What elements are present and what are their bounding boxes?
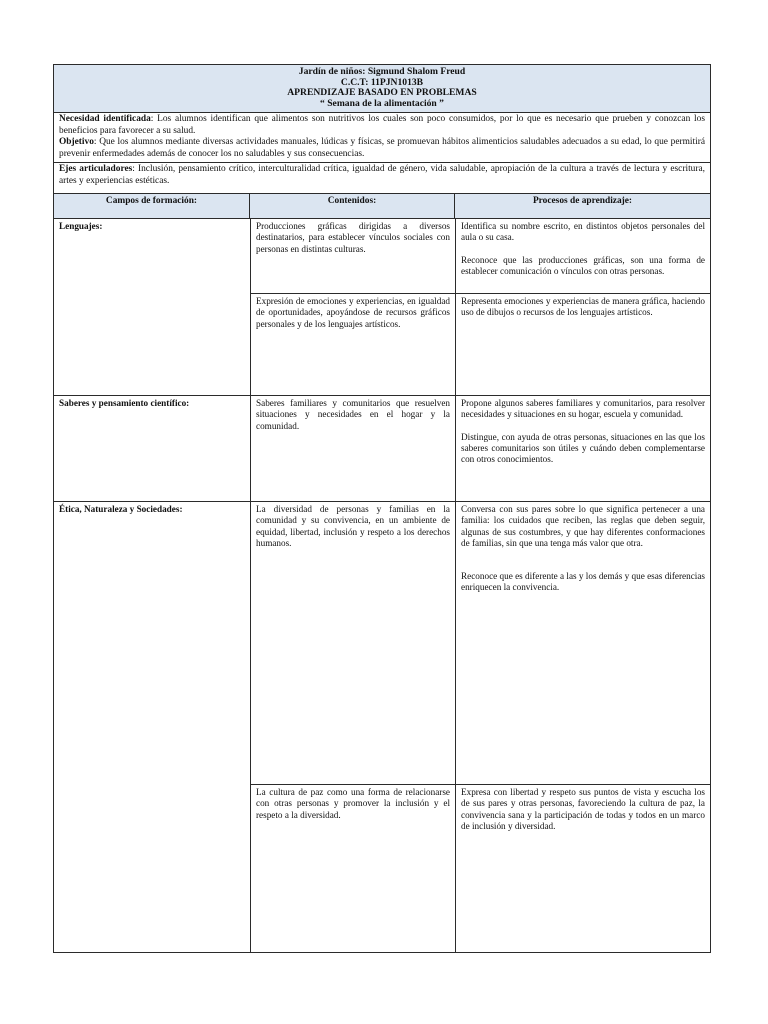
proceso-item: Representa emociones y experiencias de manera gráfica, haciendo uso de dibujos o recursos de los lenguajes artísticos.	[461, 296, 705, 318]
identified-need	[59, 114, 705, 137]
proceso-item: Conversa con sus pares sobre lo que significa pertenecer a una familia: los cuidados que reciben, las reglas que deben seguir, algunas de sus costumbres, y que hay diferentes conformaciones de familias, sin que una tenga más valor que otra.	[461, 504, 705, 548]
proceso-item: Distingue, con ayuda de otras personas, situaciones en las que los saberes comunitarios son útiles y cuándo deben complementarse con otros conocimientos.	[461, 431, 705, 465]
articulating-axes	[54, 163, 710, 194]
campo-lenguajes: Lenguajes:	[59, 221, 103, 231]
contenido-cell: La cultura de paz como una forma de relacionarse con otras personas y promover la inclusión y el respeto a la diversidad.	[256, 787, 450, 820]
header-procesos: Procesos de aprendizaje:	[532, 196, 633, 206]
header-campos: Campos de formación:	[54, 194, 250, 218]
procesos-cell	[456, 502, 710, 596]
campo-saberes: Saberes y pensamiento científico:	[59, 398, 190, 408]
proceso-item: Reconoce que las producciones gráficas, son una forma de establecer comunicación o vínculos con otras personas.	[461, 254, 705, 276]
contenido-cell: Expresión de emociones y experiencias, en igualdad de oportunidades, apoyándose de recursos gráficos personales y de los lenguajes artísticos.	[256, 296, 450, 329]
campo-etica: Ética, Naturaleza y Sociedades:	[59, 504, 183, 514]
header-contenidos: Contenidos:	[250, 194, 455, 218]
procesos-cell	[456, 396, 710, 467]
procesos-cell	[456, 785, 710, 834]
proceso-item: Propone algunos saberes familiares y comunitarios, para resolver necesidades y situaciones en su hogar, escuela y comunidad.	[461, 398, 705, 420]
proceso-item: Identifica su nombre escrito, en distintos objetos personales del aula o su casa.	[461, 221, 705, 243]
contenido-cell: La diversidad de personas y familias en la comunidad y su convivencia, en un ambiente de equidad, libertad, inclusión y respeto a los derechos humanos.	[256, 504, 450, 548]
table-header	[54, 194, 710, 219]
school-cct: C.C.T: 11PJN1013B	[340, 76, 424, 88]
needs-objective-block	[54, 113, 710, 163]
articulating-axes-text: : Inclusión, pensamiento crítico, interculturalidad crítica, igualdad de género, vida saludable, apropiación de la cultura a través de lectura y escritura, artes y experiencias estéticas.	[59, 164, 705, 186]
project-title: “ Semana de la alimentación ”	[320, 97, 444, 109]
identified-need-label: Necesidad identificada	[59, 114, 151, 124]
methodology-title: APRENDIZAJE BASADO EN PROBLEMAS	[287, 87, 477, 99]
school-name: Jardín de niños: Sigmund Shalom Freud	[298, 66, 466, 77]
objective-text: : Que los alumnos mediante diversas actividades manuales, lúdicas y físicas, se promuevan hábitos alimenticios saludables adecuados a su edad, lo que permitirá prevenir enfermedades además de conocer los no saludables y sus consecuencias.	[59, 137, 705, 159]
contenido-cell: Producciones gráficas dirigidas a diversos destinatarios, para establecer vínculos sociales con personas en distintas culturas.	[256, 221, 450, 254]
identified-need-text: : Los alumnos identifican que alimentos son nutritivos los cuales son poco consumidos, por lo que es necesario que prueben y conozcan los beneficios para favorecer a su salud.	[59, 114, 705, 136]
contenido-cell: Saberes familiares y comunitarios que resuelven situaciones y necesidades en el hogar y la comunidad.	[256, 398, 450, 431]
table-body	[54, 219, 710, 952]
planning-sheet	[53, 64, 711, 953]
proceso-item: Expresa con libertad y respeto sus puntos de vista y escucha los de sus pares y otras personas, favoreciendo la cultura de paz, la convivencia sana y la participación de todas y todos en un marco de inclusión y diversidad.	[461, 787, 705, 831]
objective	[59, 137, 705, 160]
procesos-cell	[456, 294, 710, 321]
document-header	[54, 65, 710, 113]
objective-label: Objetivo	[59, 137, 94, 148]
proceso-item: Reconoce que es diferente a las y los demás y que esas diferencias enriquecen la convivencia.	[461, 571, 705, 593]
articulating-axes-label: Ejes articuladores	[59, 164, 133, 174]
procesos-cell	[456, 219, 710, 279]
